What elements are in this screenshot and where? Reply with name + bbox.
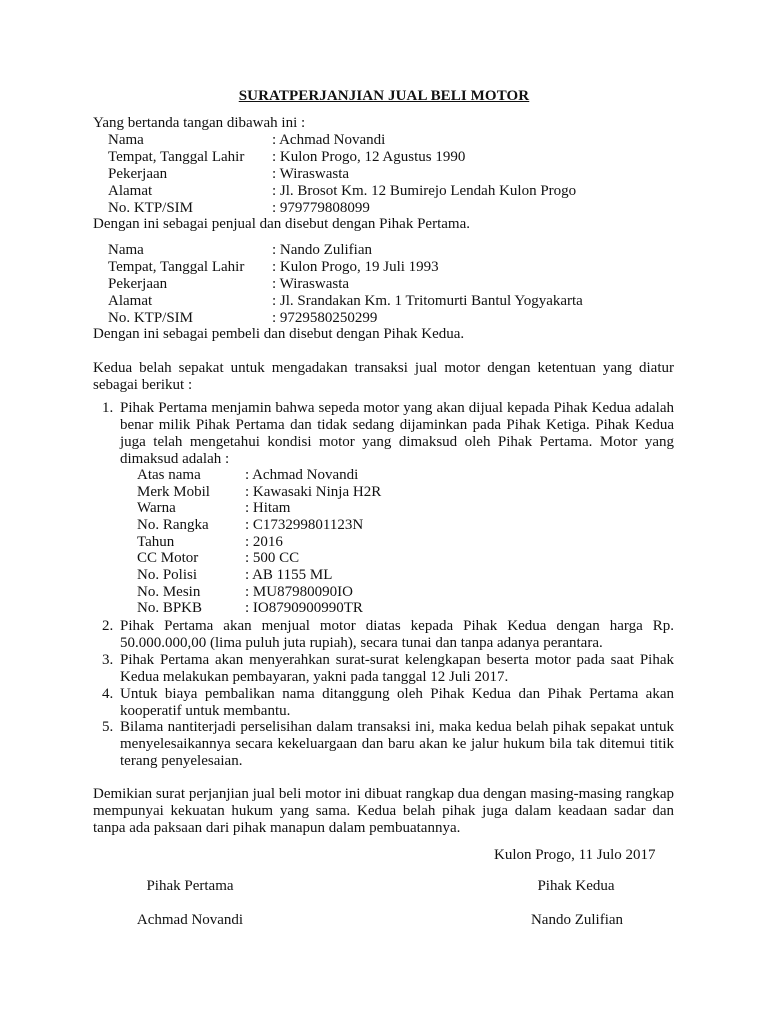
seller-label: Tempat, Tanggal Lahir [108, 149, 245, 165]
clause-number: 5. [102, 719, 114, 735]
seller-value: : 979779808099 [272, 200, 370, 216]
agreement-intro: Kedua belah sepakat untuk mengadakan transaksi jual motor dengan ketentuan yang diatur sebagai berikut : [93, 360, 674, 393]
vehicle-label: No. Mesin [137, 584, 201, 600]
vehicle-label: No. Rangka [137, 517, 209, 533]
clause-text: Pihak Pertama akan menyerahkan surat-surat kelengkapan beserta motor pada saat Pihak Kedua melakukan pembayaran, yakni pada tanggal 12 Juli 2017. [120, 652, 674, 685]
seller-role-text: Dengan ini sebagai penjual dan disebut dengan Pihak Pertama. [93, 216, 470, 232]
vehicle-value: : Achmad Novandi [245, 467, 359, 483]
vehicle-label: Tahun [137, 534, 175, 550]
buyer-label: Tempat, Tanggal Lahir [108, 259, 245, 275]
clause-text: Untuk biaya pembalikan nama ditanggung oleh Pihak Kedua dan Pihak Pertama akan kooperatif untuk membantu. [120, 686, 674, 719]
seller-label: No. KTP/SIM [108, 200, 194, 216]
intro-text: Yang bertanda tangan dibawah ini : [93, 115, 306, 131]
vehicle-label: No. BPKB [137, 600, 203, 616]
clause-number: 4. [102, 686, 114, 702]
seller-label: Pekerjaan [108, 166, 168, 182]
seller-value: : Jl. Brosot Km. 12 Bumirejo Lendah Kulon Progo [272, 183, 577, 199]
buyer-value: : Nando Zulifian [272, 242, 372, 258]
buyer-label: Nama [108, 242, 144, 258]
buyer-value: : Wiraswasta [272, 276, 350, 292]
seller-value: : Achmad Novandi [272, 132, 386, 148]
clause-number: 2. [102, 618, 114, 634]
second-party-name: Nando Zulifian [530, 912, 624, 928]
vehicle-label: Warna [137, 500, 176, 516]
buyer-label: No. KTP/SIM [108, 310, 194, 326]
vehicle-value: : C173299801123N [245, 517, 364, 533]
seller-value: : Wiraswasta [272, 166, 350, 182]
second-party-role: Pihak Kedua [537, 878, 615, 894]
closing-paragraph: Demikian surat perjanjian jual beli motor ini dibuat rangkap dua dengan masing-masing rangkap mempunyai kekuatan hukum yang sama. Kedua belah pihak juga dalam keadaan sadar dan tanpa ada paksaan dari pihak manapun dalam pembuatannya. [93, 786, 674, 836]
buyer-label: Alamat [108, 293, 153, 309]
vehicle-label: Merk Mobil [137, 484, 210, 500]
seller-label: Nama [108, 132, 144, 148]
vehicle-label: Atas nama [137, 467, 201, 483]
buyer-value: : 9729580250299 [272, 310, 378, 326]
place-date: Kulon Progo, 11 Julo 2017 [494, 847, 656, 863]
vehicle-label: CC Motor [137, 550, 199, 566]
clause-text: Pihak Pertama menjamin bahwa sepeda motor yang akan dijual kepada Pihak Kedua adalah benar milik Pihak Pertama dan tidak sedang dijaminkan pada Pihak Ketiga. Pihak Kedua juga telah mengetahui kondisi motor yang dimaksud oleh Pihak Pertama. Motor yang dimaksud adalah : [120, 400, 674, 467]
buyer-value: : Jl. Srandakan Km. 1 Tritomurti Bantul Yogyakarta [272, 293, 583, 309]
first-party-role: Pihak Pertama [146, 878, 234, 894]
seller-value: : Kulon Progo, 12 Agustus 1990 [272, 149, 466, 165]
clause-number: 1. [102, 400, 114, 416]
vehicle-label: No. Polisi [137, 567, 198, 583]
buyer-label: Pekerjaan [108, 276, 168, 292]
vehicle-value: : AB 1155 ML [245, 567, 333, 583]
seller-label: Alamat [108, 183, 153, 199]
vehicle-value: : Kawasaki Ninja H2R [245, 484, 382, 500]
document-title: SURATPERJANJIAN JUAL BELI MOTOR [238, 88, 530, 104]
vehicle-value: : MU87980090IO [245, 584, 353, 600]
first-party-name: Achmad Novandi [136, 912, 244, 928]
vehicle-value: : IO8790900990TR [245, 600, 363, 616]
vehicle-value: : 500 CC [245, 550, 300, 566]
clause-text: Pihak Pertama akan menjual motor diatas kepada Pihak Kedua dengan harga Rp. 50.000.000,00 (lima puluh juta rupiah), secara tunai dan tanpa adanya perantara. [120, 618, 674, 651]
buyer-role-text: Dengan ini sebagai pembeli dan disebut dengan Pihak Kedua. [93, 326, 465, 342]
clause-number: 3. [102, 652, 114, 668]
vehicle-value: : 2016 [245, 534, 283, 550]
buyer-value: : Kulon Progo, 19 Juli 1993 [272, 259, 439, 275]
vehicle-value: : Hitam [245, 500, 291, 516]
clause-text: Bilama nantiterjadi perselisihan dalam transaksi ini, maka kedua belah pihak sepakat untuk menyelesaikannya secara kekeluargaan dan baru akan ke jalur hukum bila tak ditemui titik terang penyelesaian. [120, 719, 674, 769]
